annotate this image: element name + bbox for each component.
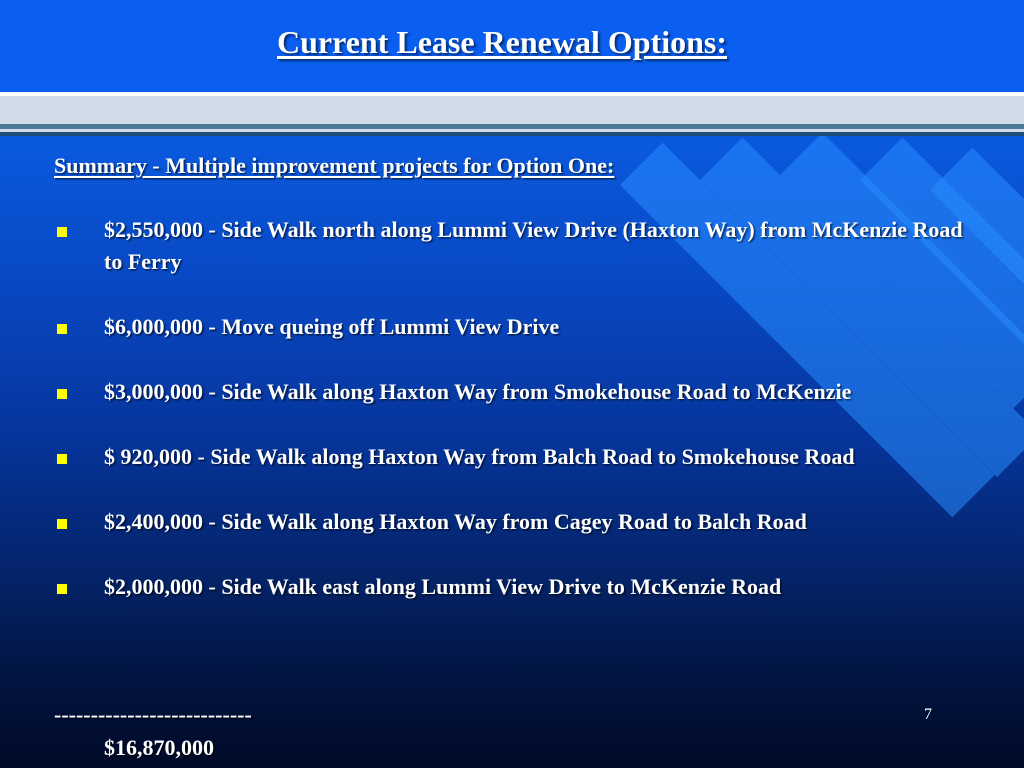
bullet-item [54, 506, 984, 538]
bullet-item [54, 441, 984, 473]
square-bullet-icon [57, 454, 67, 464]
bullet-item [54, 311, 984, 343]
square-bullet-icon [57, 519, 67, 529]
total-amount: $16,870,000 [104, 735, 214, 760]
square-bullet-icon [57, 227, 67, 237]
total-separator: --------------------------- [54, 702, 252, 727]
square-bullet-icon [57, 389, 67, 399]
square-bullet-icon [57, 324, 67, 334]
slide-body [54, 150, 984, 636]
square-bullet-icon [57, 584, 67, 594]
header-divider [0, 96, 1024, 124]
bullet-text: $3,000,000 - Side Walk along Haxton Way from Smokehouse Road to McKenzie [104, 379, 852, 404]
bullet-text: $6,000,000 - Move queing off Lummi View Drive [104, 314, 560, 339]
bullet-item [54, 214, 984, 278]
header-divider [0, 132, 1024, 136]
page-number: 7 [924, 706, 932, 723]
slide-title: Current Lease Renewal Options: [276, 24, 728, 60]
slide-subtitle: Summary - Multiple improvement projects for Option One: [54, 153, 615, 178]
bullet-text: $2,550,000 - Side Walk north along Lummi View Drive (Haxton Way) from McKenzie Road to Ferry [104, 217, 963, 274]
bullet-text: $2,400,000 - Side Walk along Haxton Way from Cagey Road to Balch Road [104, 509, 807, 534]
bullet-item [54, 376, 984, 408]
bullet-item [54, 571, 984, 603]
bullet-text: $ 920,000 - Side Walk along Haxton Way from Balch Road to Smokehouse Road [104, 444, 855, 469]
bullet-text: $2,000,000 - Side Walk east along Lummi View Drive to McKenzie Road [104, 574, 782, 599]
